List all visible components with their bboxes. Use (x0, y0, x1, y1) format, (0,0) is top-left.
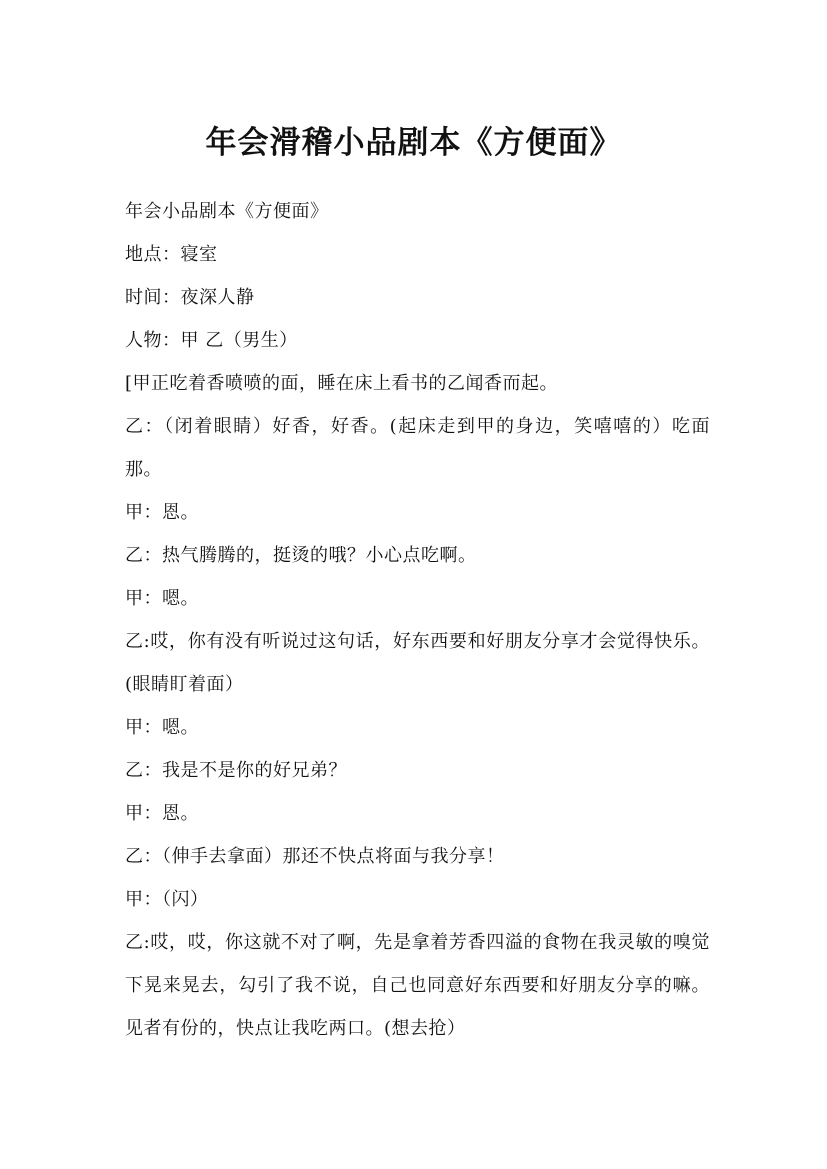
script-body (125, 190, 710, 1050)
dialogue-line: 甲：（闪） (125, 889, 209, 910)
dialogue-line: 甲：恩。 (125, 502, 199, 523)
dialogue-line: 乙：我是不是你的好兄弟？ (125, 760, 347, 781)
dialogue-line: 乙：热气腾腾的，挺烫的哦？小心点吃啊。 (125, 545, 477, 566)
heading-line: 年会小品剧本《方便面》 (125, 201, 329, 222)
dialogue-line: 甲：恩。 (125, 803, 199, 824)
dialogue-line: 乙:哎，你有没有听说过这句话，好东西要和好朋友分享才会觉得快乐。(眼睛盯着面） (125, 631, 710, 695)
dialogue-line: 乙：（闭着眼睛）好香，好香。(起床走到甲的身边，笑嘻嘻的）吃面那。 (125, 416, 710, 480)
characters: 人物：甲 乙（男生） (125, 330, 298, 351)
dialogue-line: 乙：（伸手去拿面）那还不快点将面与我分享！ (125, 846, 505, 867)
dialogue-line: 甲：嗯。 (125, 588, 199, 609)
stage-direction: [甲正吃着香喷喷的面，睡在床上看书的乙闻香而起。 (125, 373, 559, 394)
page-title: 年会滑稽小品剧本《方便面》 (205, 124, 622, 161)
dialogue-line: 甲：嗯。 (125, 717, 199, 738)
setting-location: 地点：寝室 (125, 244, 218, 265)
setting-time: 时间：夜深人静 (125, 287, 255, 308)
dialogue-line: 乙:哎，哎，你这就不对了啊，先是拿着芳香四溢的食物在我灵敏的嗅觉下晃来晃去，勾引了我不说，自己也同意好东西要和好朋友分享的嘛。见者有份的，快点让我吃两口。(想去抢） (125, 932, 710, 1039)
